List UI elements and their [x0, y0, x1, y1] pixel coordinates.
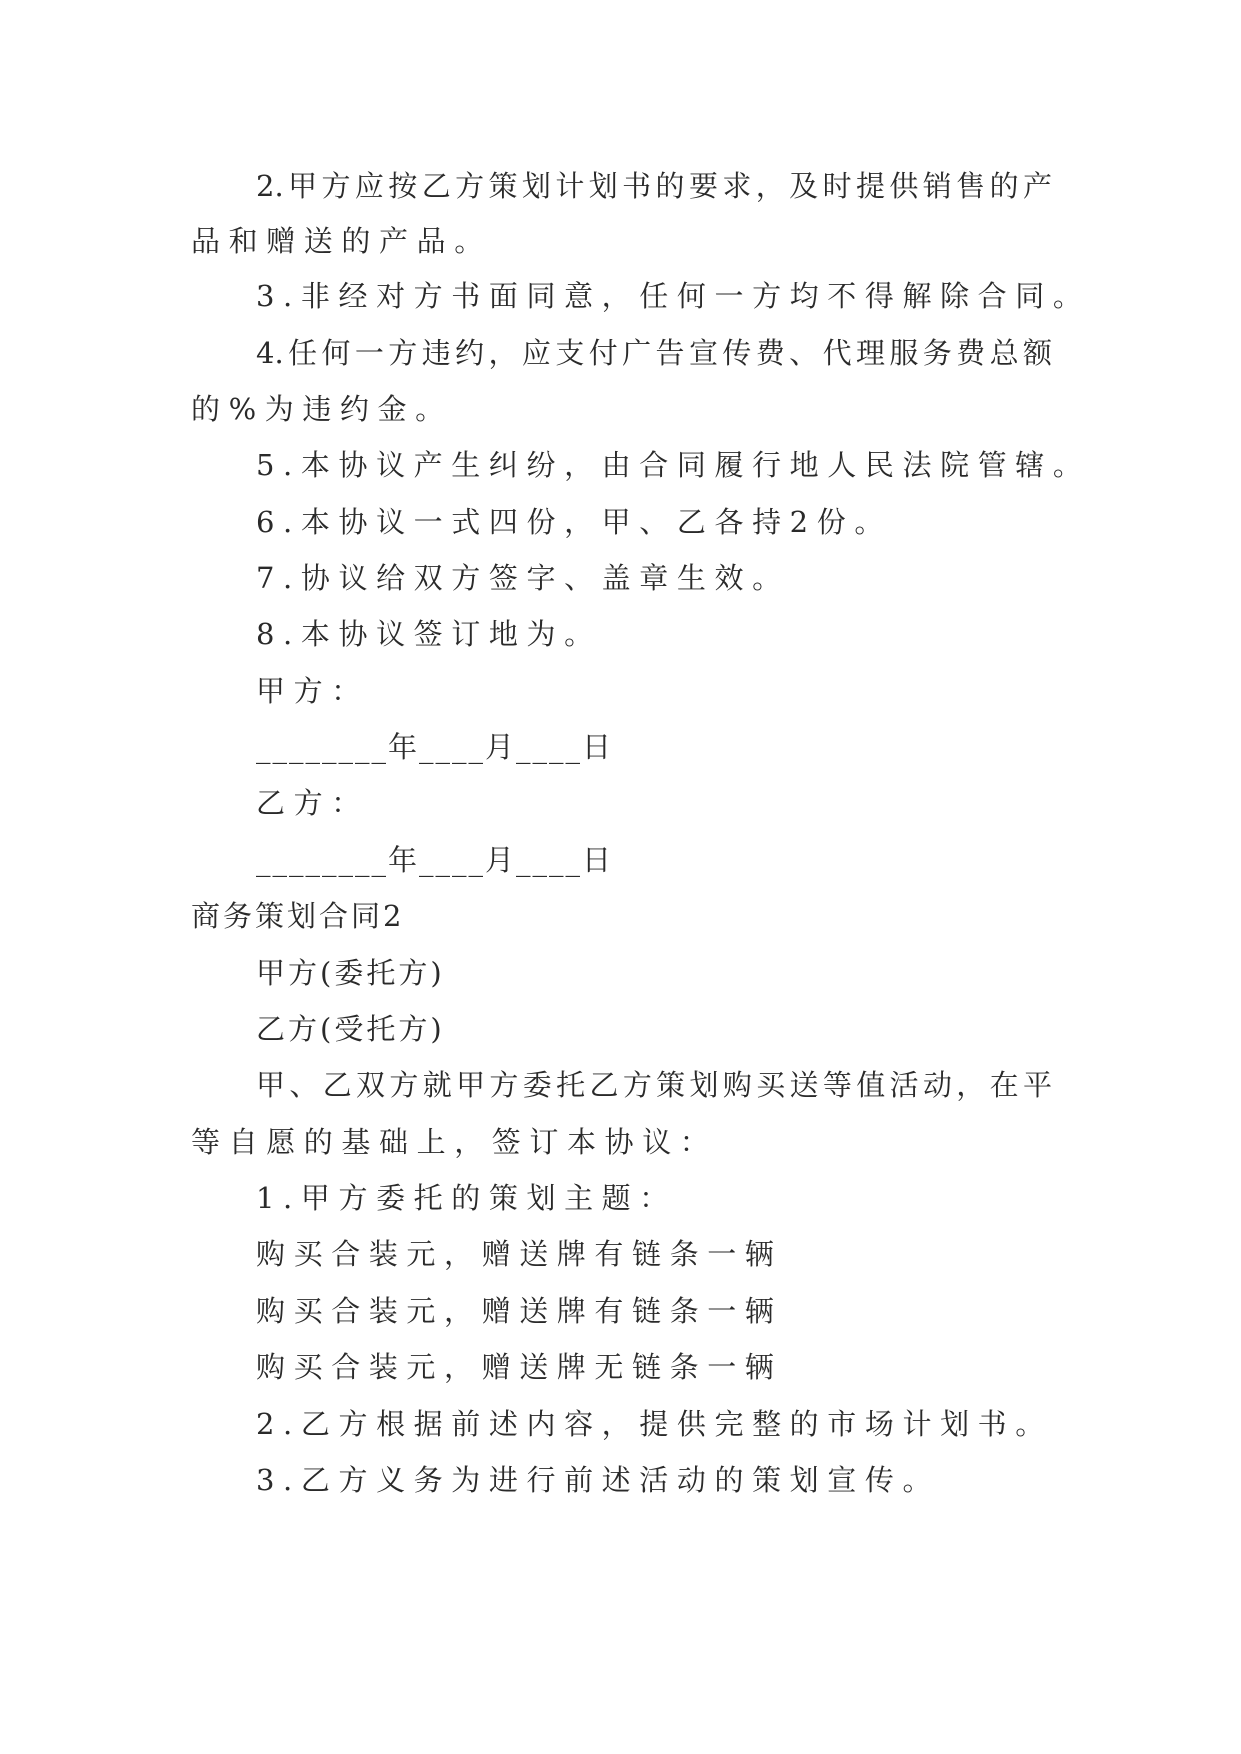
party-b-label: 乙方： [256, 786, 369, 820]
clause-8: 8.本协议签订地为。 [256, 617, 602, 651]
clause-2-line-2: 品和赠送的产品。 [191, 224, 492, 258]
clause-7: 7.协议给双方签字、盖章生效。 [256, 561, 790, 595]
contract-2-title: 商务策划合同2 [191, 899, 405, 933]
promo-item-3: 购买合装元，赠送牌无链条一辆 [256, 1350, 783, 1384]
party-a-client: 甲方(委托方) [256, 956, 445, 990]
party-a-label: 甲方： [256, 674, 369, 708]
party-b-agent: 乙方(受托方) [256, 1012, 445, 1046]
promo-item-1: 购买合装元，赠送牌有链条一辆 [256, 1237, 783, 1271]
clause-4-line-2: 的%为违约金。 [191, 392, 453, 426]
party-b-date: ________年____月____日 [256, 843, 614, 877]
clause-6: 6.本协议一式四份，甲、乙各持2份。 [256, 505, 892, 539]
clause-4-line-1: 4.任何一方违约，应支付广告宣传费、代理服务费总额 [256, 336, 1052, 370]
preamble-line-1: 甲、乙双方就甲方委托乙方策划购买送等值活动，在平 [256, 1068, 1052, 1102]
preamble-line-2: 等自愿的基础上，签订本协议： [191, 1125, 718, 1159]
clause-2-line-1: 2.甲方应按乙方策划计划书的要求，及时提供销售的产 [256, 169, 1052, 203]
section-2-clause-2: 2.乙方根据前述内容，提供完整的市场计划书。 [256, 1407, 1053, 1441]
section-2-clause-3: 3.乙方义务为进行前述活动的策划宣传。 [256, 1463, 941, 1497]
clause-5: 5.本协议产生纠纷，由合同履行地人民法院管辖。 [256, 448, 1091, 482]
party-a-date: ________年____月____日 [256, 730, 614, 764]
section-2-clause-1: 1.甲方委托的策划主题： [256, 1181, 677, 1215]
promo-item-2: 购买合装元，赠送牌有链条一辆 [256, 1294, 783, 1328]
clause-3: 3.非经对方书面同意，任何一方均不得解除合同。 [256, 279, 1091, 313]
